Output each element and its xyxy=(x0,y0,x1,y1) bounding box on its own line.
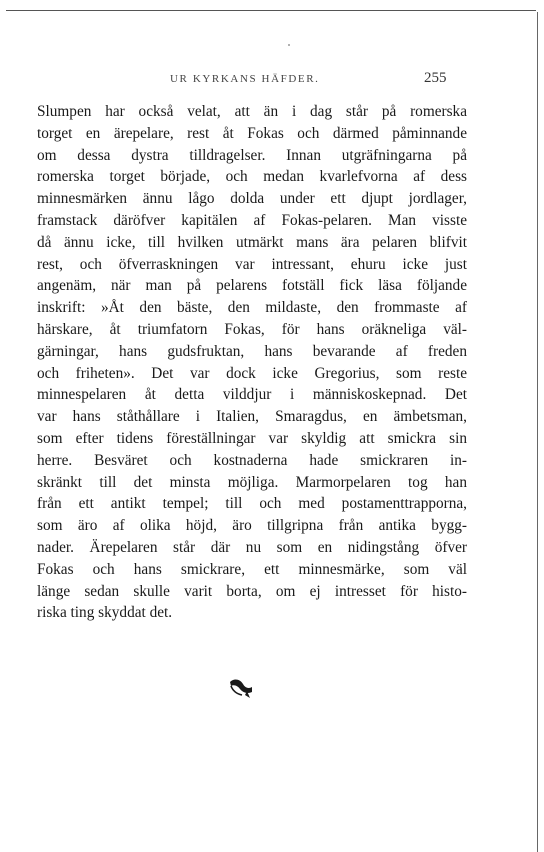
text-line: länge sedan skulle varit borta, om ej intresset för histo- xyxy=(37,582,467,600)
text-line: som äro af olika höjd, äro tillgripna från antika bygg- xyxy=(37,517,467,535)
text-line: herre. Besväret och kostnaderna hade smickraren in- xyxy=(37,451,467,469)
body-text xyxy=(37,101,467,624)
text-line: minnespelaren åt detta vilddjur i människoskepnad. Det xyxy=(37,386,467,404)
text-line: gärningar, hans gudsfruktan, hans bevarande af freden xyxy=(37,342,467,360)
text-line: inskrift: »Åt den bäste, den mildaste, den frommaste af xyxy=(37,299,467,317)
text-line: skränkt till det minsta möjliga. Marmorpelaren tog han xyxy=(37,473,467,491)
text-line: härskare, åt triumfatorn Fokas, för hans oräkneliga väl- xyxy=(37,320,467,338)
page-number: 255 xyxy=(424,70,447,86)
text-line: var hans ståthållare i Italien, Smaragdus, en ämbetsman, xyxy=(37,408,467,426)
text-line: angenäm, när man på pelarens fotställ fick läsa följande xyxy=(37,277,467,295)
text-line: riska ting skyddat det. xyxy=(37,604,173,622)
leaf-fleuron-icon xyxy=(228,676,254,700)
text-line: framstack däröfver kapitälen af Fokas-pelaren. Man visste xyxy=(37,211,467,229)
text-line: rest, och öfverraskningen var intressant, ehuru icke just xyxy=(37,255,467,273)
running-head: UR KYRKANS HÄFDER. xyxy=(170,73,320,85)
text-line: då ännu icke, till hvilken utmärkt mans ära pelaren blifvit xyxy=(37,233,467,251)
top-rule xyxy=(6,10,536,11)
text-line: som efter tidens föreställningar var skyldig att smickra sin xyxy=(37,429,467,447)
paper-speck xyxy=(288,44,290,46)
text-line: minnesmärken ännu lågo dolda under ett djupt jordlager, xyxy=(37,190,467,208)
text-line: torget en ärepelare, rest åt Fokas och därmed påminnande xyxy=(37,124,467,142)
text-line: Slumpen har också velat, att än i dag står på romerska xyxy=(37,103,467,120)
text-line: om dessa dystra tilldragelser. Innan utgräfningarna på xyxy=(37,146,467,164)
text-line: Fokas och hans smickrare, ett minnesmärke, som väl xyxy=(37,560,467,578)
page-edge-line xyxy=(537,12,538,852)
text-line: från ett antikt tempel; till och med postamenttrapporna, xyxy=(37,495,467,513)
text-line: nader. Ärepelaren står där nu som en nidingstång öfver xyxy=(37,538,467,556)
text-line: romerska torget började, och medan kvarlefvorna af dess xyxy=(37,168,467,186)
text-line: och friheten». Det var dock icke Gregorius, som reste xyxy=(37,364,467,382)
